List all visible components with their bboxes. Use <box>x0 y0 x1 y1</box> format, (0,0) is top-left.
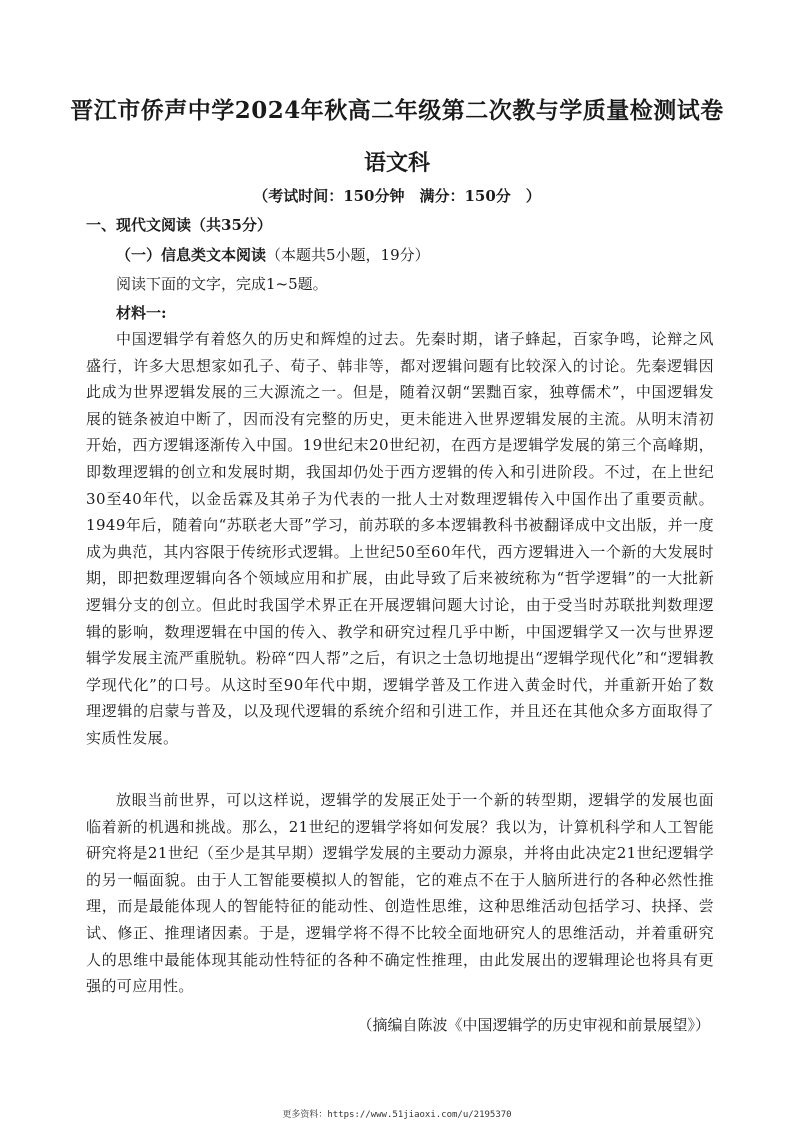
exam-info: （考试时间：150分钟 满分：150分 ） <box>253 187 541 205</box>
material-label: 材料一: <box>116 304 167 322</box>
reading-instruction: 阅读下面的文字，完成1~5题。 <box>116 275 328 293</box>
paragraph-1: 中国逻辑学有着悠久的历史和辉煌的过去。先秦时期，诸子蜂起，百家争鸣，论辩之风盛行，许多大思想家如孔子、荀子、韩非等，都对逻辑问题有比较深入的讨论。先秦逻辑因此成为世界逻辑发展的三大源流之一。但是，随着汉朝“罢黜百家，独尊儒术”，中国逻辑发展的链条被迫中断了，因而没有完整的历史，更未能进入世界逻辑发展的主流。从明末清初开始，西方逻辑逐渐传入中国。19世纪末20世纪初，在西方是逻辑学发展的第三个高峰期，即数理逻辑的创立和发展时期，我国却仍处于西方逻辑的传入和引进阶段。不过，在上世纪30至40年代，以金岳霖及其弟子为代表的一批人士对数理逻辑传入中国作出了重要贡献。1949年后，随着向“苏联老大哥”学习，前苏联的多本逻辑教科书被翻译成中文出版，并一度成为典范，其内容限于传统形式逻辑。上世纪50至60年代，西方逻辑进入一个新的大发展时期，即把数理逻辑向各个领域应用和扩展，由此导致了后来被统称为“哲学逻辑”的一大批新逻辑分支的创立。但此时我国学术界正在开展逻辑问题大讨论，由于受当时苏联批判数理逻辑的影响，数理逻辑在中国的传入、教学和研究过程几乎中断，中国逻辑学又一次与世界逻辑学发展主流严重脱轨。粉碎“四人帮”之后，有识之士急切地提出“逻辑学现代化”和“逻辑教学现代化”的口号。从这时至90年代中期，逻辑学普及工作进入黄金时代，并重新开始了数理逻辑的启蒙与普及，以及现代逻辑的系统介绍和引进工作，并且还在其他众多方面取得了实质性发展。 <box>86 330 714 747</box>
exam-title: 晋江市侨声中学2024年秋高二年级第二次教与学质量检测试卷 <box>70 97 724 124</box>
source-citation: （摘编自陈波《中国逻辑学的历史审视和前景展望》） <box>357 1016 710 1034</box>
sub-heading-title: （一）信息类文本阅读 <box>116 246 267 264</box>
sub-heading <box>116 244 430 265</box>
subject-title: 语文科 <box>363 150 430 176</box>
section-heading: 一、现代文阅读（共35分） <box>86 216 272 234</box>
paragraph-2: 放眼当前世界，可以这样说，逻辑学的发展正处于一个新的转型期，逻辑学的发展也面临着新的机遇和挑战。那么，21世纪的逻辑学将如何发展？我以为，计算机科学和人工智能研究将是21世纪（至少是其早期）逻辑学发展的主要动力源泉，并将由此决定21世纪逻辑学的另一幅面貌。由于人工智能要模拟人的智能，它的难点不在于人脑所进行的各种必然性推理，而是最能体现人的智能特征的能动性、创造性思维，这种思维活动包括学习、抉择、尝试、修正、推理诸因素。于是，逻辑学将不得不比较全面地研究人的思维活动，并着重研究人的思维中最能体现其能动性特征的各种不确定性推理，由此发展出的逻辑理论也将具有更强的可应用性。 <box>86 791 714 996</box>
sub-heading-note: （本题共5小题，19分） <box>266 246 430 264</box>
footer-link[interactable]: 更多资料：https://www.51jiaoxi.com/u/2195370 <box>282 1110 512 1120</box>
